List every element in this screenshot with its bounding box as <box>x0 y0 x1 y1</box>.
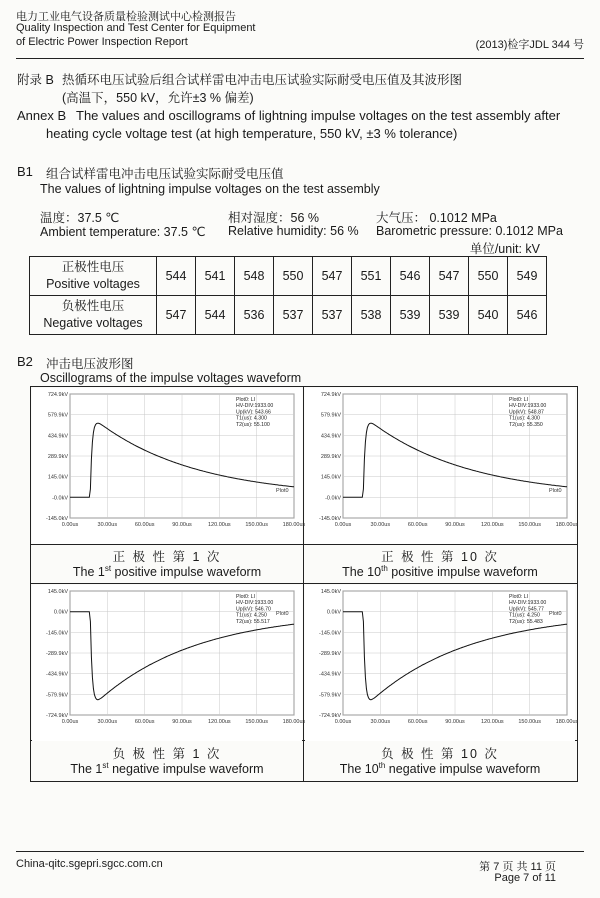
b2-label: B2 <box>17 354 33 369</box>
b1-label: B1 <box>17 164 33 179</box>
x-tick-label: 30.00us <box>97 719 118 725</box>
y-tick-label: -724.9kV <box>318 713 341 719</box>
waveform-info: Up(kV): 543.66 <box>236 409 271 416</box>
table-cell: 537 <box>313 296 352 335</box>
x-tick-label: 180.00us <box>555 719 579 725</box>
x-tick-label: 120.00us <box>481 522 504 528</box>
table-row-negative <box>30 296 547 335</box>
x-tick-label: 60.00us <box>407 719 428 725</box>
y-tick-label: -145.0kV <box>318 516 341 522</box>
annex-cn-title: 热循环电压试验后组合试样雷电冲击电压试验实际耐受电压值及其波形图 <box>62 73 463 87</box>
x-tick-label: 30.00us <box>97 522 118 528</box>
caption-cn: 正 极 性 第 1 次 <box>112 550 222 564</box>
caption-en: The 1st negative impulse waveform <box>70 761 264 777</box>
row-label-negative <box>30 296 157 335</box>
waveform-info: Plot0: LI <box>509 397 529 403</box>
plot-label: Plot0 <box>549 488 562 494</box>
waveform-info: T1(us): 4.250 <box>236 612 267 619</box>
table-cell: 550 <box>274 257 313 296</box>
footer-page-cn: 第 7 页 共 11 页 <box>479 861 556 873</box>
oscillogram-positive-1 <box>31 387 306 583</box>
table-cell: 547 <box>313 257 352 296</box>
waveform-info: T1(us): 4.250 <box>509 612 540 619</box>
row-label-cn: 负极性电压 <box>61 299 125 313</box>
waveform-info: Plot0: LI <box>509 594 529 600</box>
table-cell: 540 <box>469 296 508 335</box>
caption-cn: 正 极 性 第 10 次 <box>381 550 499 564</box>
waveform-info: Up(kV): 545.77 <box>509 606 544 613</box>
table-cell: 551 <box>352 257 391 296</box>
x-tick-label: 30.00us <box>370 719 391 725</box>
oscillogram-plot <box>305 388 579 544</box>
unit-label: 单位/unit: kV <box>469 242 540 256</box>
y-tick-label: 579.9kV <box>47 412 68 419</box>
b1-en: The values of lightning impulse voltages on the test assembly <box>40 182 380 196</box>
oscillogram-negative-10 <box>304 584 579 780</box>
x-tick-label: 60.00us <box>134 719 155 725</box>
y-tick-label: -289.9kV <box>45 651 68 657</box>
y-tick-label: -289.9kV <box>318 651 341 657</box>
waveform-info: T1(us): 4.300 <box>236 415 267 422</box>
waveform-info: HV-DIV:1933.00 <box>509 403 547 410</box>
waveform-info: Up(kV): 546.70 <box>236 606 271 613</box>
oscillogram-negative-1 <box>31 584 306 780</box>
b1-cn: 组合试样雷电冲击电压试验实际耐受电压值 <box>46 167 284 181</box>
table-cell: 547 <box>157 296 196 335</box>
table-cell: 549 <box>508 257 547 296</box>
caption-en: The 10th positive impulse waveform <box>342 564 538 580</box>
x-tick-label: 0.00us <box>334 522 352 528</box>
x-tick-label: 150.00us <box>518 522 541 528</box>
voltage-table <box>29 256 547 335</box>
row-label-en: Negative voltages <box>43 316 143 330</box>
header-en1: Quality Inspection and Test Center for Equipment <box>16 22 256 34</box>
pressure-en: Barometric pressure: 0.1012 MPa <box>376 224 563 238</box>
x-tick-label: 180.00us <box>282 719 306 725</box>
footer-page-en: Page 7 of 11 <box>494 872 556 884</box>
waveform-info: Up(kV): 548.87 <box>509 409 544 416</box>
oscillogram-plot <box>32 585 306 741</box>
x-tick-label: 120.00us <box>208 522 231 528</box>
y-tick-label: 145.0kV <box>47 589 68 595</box>
x-tick-label: 150.00us <box>245 522 268 528</box>
waveform-info: T2(us): 55.483 <box>509 618 543 625</box>
table-cell: 538 <box>352 296 391 335</box>
caption-cn: 负 极 性 第 1 次 <box>112 747 222 761</box>
header-en2: of Electric Power Inspection Report <box>16 36 188 48</box>
temp-cn: 温度：37.5 ℃ <box>40 211 120 225</box>
y-tick-label: -145.0kV <box>45 630 68 637</box>
y-tick-label: -0.0kV <box>52 495 68 502</box>
row-label-en: Positive voltages <box>46 277 140 291</box>
table-cell: 544 <box>157 257 196 296</box>
y-tick-label: 289.9kV <box>47 454 68 460</box>
waveform-info: T2(us): 55.100 <box>236 421 270 428</box>
waveform-info: HV-DIV:1933.00 <box>236 403 274 410</box>
y-tick-label: 289.9kV <box>320 454 341 460</box>
row-label-cn: 正极性电压 <box>61 260 125 274</box>
x-tick-label: 90.00us <box>172 719 192 725</box>
waveform-info: Plot0: LI <box>236 397 256 403</box>
y-tick-label: -145.0kV <box>45 516 68 522</box>
x-tick-label: 90.00us <box>445 719 465 725</box>
pressure-cn: 大气压： 0.1012 MPa <box>376 211 497 225</box>
humidity-cn: 相对湿度：56 % <box>228 211 319 225</box>
table-cell: 539 <box>391 296 430 335</box>
waveform-info: Plot0: LI <box>236 594 256 600</box>
x-tick-label: 90.00us <box>172 522 192 528</box>
x-tick-label: 0.00us <box>334 719 352 725</box>
x-tick-label: 150.00us <box>518 719 541 725</box>
y-tick-label: 145.0kV <box>320 474 341 481</box>
annex-en-label: Annex B <box>17 108 67 123</box>
b2-cn: 冲击电压波形图 <box>46 357 134 371</box>
caption-en: The 1st positive impulse waveform <box>72 564 262 580</box>
table-cell: 537 <box>274 296 313 335</box>
waveform-info: T2(us): 55.350 <box>509 421 543 428</box>
table-cell: 541 <box>196 257 235 296</box>
x-tick-label: 30.00us <box>370 522 391 528</box>
table-row-positive <box>30 257 547 296</box>
waveform-info: HV-DIV:1933.00 <box>509 600 547 607</box>
table-cell: 544 <box>196 296 235 335</box>
header-cn: 电力工业电气设备质量检验测试中心检测报告 <box>16 11 236 23</box>
y-tick-label: 0.0kV <box>326 609 341 616</box>
header-rule <box>16 58 584 59</box>
x-tick-label: 120.00us <box>208 719 231 725</box>
table-cell: 546 <box>391 257 430 296</box>
table-cell: 548 <box>235 257 274 296</box>
table-cell: 539 <box>430 296 469 335</box>
x-tick-label: 120.00us <box>481 719 504 725</box>
row-label-positive <box>30 257 157 296</box>
humidity-en: Relative humidity: 56 % <box>228 224 359 238</box>
y-tick-label: -434.9kV <box>45 671 68 678</box>
y-tick-label: 145.0kV <box>47 474 68 481</box>
y-tick-label: -579.9kV <box>318 692 341 699</box>
y-tick-label: 434.9kV <box>47 433 68 440</box>
waveform-info: T1(us): 4.300 <box>509 415 540 422</box>
plot-label: Plot0 <box>276 611 289 617</box>
annex-cn-sub: (高温下，550 kV，允许±3 % 偏差) <box>62 91 254 105</box>
annex-en-title1: The values and oscillograms of lightning impulse voltages on the test assembly after <box>76 108 561 123</box>
x-tick-label: 90.00us <box>445 522 465 528</box>
y-tick-label: 579.9kV <box>320 412 341 419</box>
y-tick-label: 724.9kV <box>47 392 68 398</box>
table-cell: 536 <box>235 296 274 335</box>
y-tick-label: -145.0kV <box>318 630 341 637</box>
y-tick-label: 434.9kV <box>320 433 341 440</box>
y-tick-label: 145.0kV <box>320 589 341 595</box>
oscillogram-plot <box>305 585 579 741</box>
x-tick-label: 60.00us <box>134 522 155 528</box>
caption-en: The 10th negative impulse waveform <box>339 761 541 777</box>
x-tick-label: 180.00us <box>282 522 306 528</box>
oscillogram-positive-10 <box>304 387 579 583</box>
plot-label: Plot0 <box>276 488 289 494</box>
temp-en: Ambient temperature: 37.5 ℃ <box>40 225 206 239</box>
footer-rule <box>16 851 584 852</box>
y-tick-label: -0.0kV <box>325 495 341 502</box>
y-tick-label: -579.9kV <box>45 692 68 699</box>
y-tick-label: 724.9kV <box>320 392 341 398</box>
plot-label: Plot0 <box>549 611 562 617</box>
table-cell: 547 <box>430 257 469 296</box>
b2-en: Oscillograms of the impulse voltages waveform <box>40 371 302 385</box>
table-cell: 550 <box>469 257 508 296</box>
x-tick-label: 0.00us <box>61 522 79 528</box>
waveform-info: T2(us): 55.517 <box>236 618 270 625</box>
oscillogram-grid <box>30 386 578 782</box>
footer-site: China-qitc.sgepri.sgcc.com.cn <box>16 858 163 870</box>
y-tick-label: -434.9kV <box>318 671 341 678</box>
table-cell: 546 <box>508 296 547 335</box>
waveform-info: HV-DIV:1933.00 <box>236 600 274 607</box>
x-tick-label: 60.00us <box>407 522 428 528</box>
caption-cn: 负 极 性 第 10 次 <box>381 747 499 761</box>
annex-cn-label: 附录 B <box>17 73 54 87</box>
y-tick-label: 0.0kV <box>53 609 68 616</box>
x-tick-label: 0.00us <box>61 719 79 725</box>
x-tick-label: 180.00us <box>555 522 579 528</box>
x-tick-label: 150.00us <box>245 719 268 725</box>
annex-en-title2: heating cycle voltage test (at high temperature, 550 kV, ±3 % tolerance) <box>46 126 458 141</box>
oscillogram-plot <box>32 388 306 544</box>
y-tick-label: -724.9kV <box>45 713 68 719</box>
report-number: (2013)检字JDL 344 号 <box>475 39 584 51</box>
